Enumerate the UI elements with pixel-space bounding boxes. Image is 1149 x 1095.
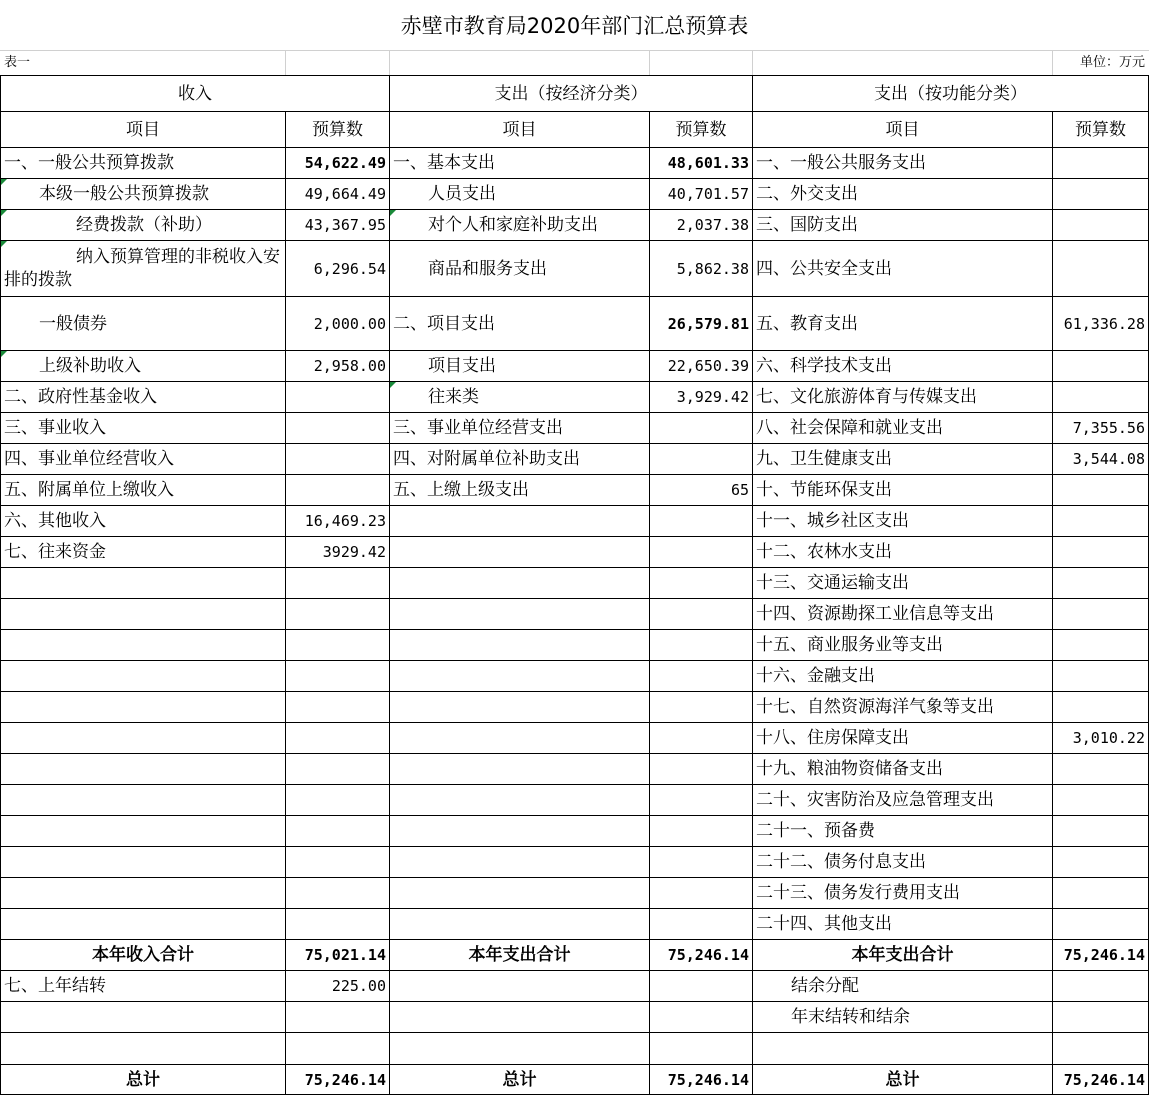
grand-total-row — [1, 1065, 1149, 1095]
income-amount — [286, 847, 390, 878]
func-item: 二十三、债务发行费用支出 — [753, 878, 1053, 909]
econ-item — [390, 506, 650, 537]
income-amount — [286, 785, 390, 816]
econ-item — [390, 692, 650, 723]
econ-item — [390, 816, 650, 847]
income-amount — [286, 878, 390, 909]
col-item: 项目 — [390, 112, 650, 148]
income-item: 五、附属单位上缴收入 — [1, 475, 286, 506]
income-amount — [286, 413, 390, 444]
func-item: 三、国防支出 — [753, 210, 1053, 241]
func-item: 十、节能环保支出 — [753, 475, 1053, 506]
econ-amount — [650, 816, 753, 847]
func-amount — [1053, 630, 1149, 661]
func-item: 二、外交支出 — [753, 179, 1053, 210]
income-amount — [286, 723, 390, 754]
income-amount: 2,000.00 — [286, 297, 390, 351]
econ-item — [390, 568, 650, 599]
income-item: 四、事业单位经营收入 — [1, 444, 286, 475]
grand-total-func: 75,246.14 — [1053, 1065, 1149, 1095]
income-item — [1, 599, 286, 630]
econ-amount — [650, 692, 753, 723]
table-row — [1, 568, 1149, 599]
func-item: 十六、金融支出 — [753, 661, 1053, 692]
meta-separator — [389, 50, 390, 75]
empty-cell — [286, 1033, 390, 1065]
carry-value: 225.00 — [286, 971, 390, 1002]
econ-amount — [650, 878, 753, 909]
func-amount — [1053, 692, 1149, 723]
econ-item: 项目支出 — [390, 351, 650, 382]
empty-cell — [286, 1002, 390, 1033]
col-item: 项目 — [753, 112, 1053, 148]
econ-item — [390, 599, 650, 630]
func-item: 十四、资源勘探工业信息等支出 — [753, 599, 1053, 630]
empty-cell — [650, 1002, 753, 1033]
empty-cell — [1, 1033, 286, 1065]
func-amount — [1053, 506, 1149, 537]
unit-label: 单位：万元 — [1079, 55, 1145, 70]
econ-amount: 2,037.38 — [650, 210, 753, 241]
empty-cell — [390, 1002, 650, 1033]
func-amount — [1053, 661, 1149, 692]
empty-cell — [1053, 1002, 1149, 1033]
income-amount: 54,622.49 — [286, 148, 390, 179]
income-item — [1, 630, 286, 661]
econ-amount — [650, 754, 753, 785]
econ-amount — [650, 537, 753, 568]
table-row — [1, 599, 1149, 630]
func-amount — [1053, 241, 1149, 297]
income-item — [1, 661, 286, 692]
func-item: 二十二、债务付息支出 — [753, 847, 1053, 878]
table-row — [1, 816, 1149, 847]
income-item — [1, 847, 286, 878]
table-row — [1, 661, 1149, 692]
income-amount: 16,469.23 — [286, 506, 390, 537]
func-amount — [1053, 148, 1149, 179]
blank-row — [1, 1033, 1149, 1065]
table-row — [1, 847, 1149, 878]
income-item — [1, 692, 286, 723]
func-amount — [1053, 785, 1149, 816]
func-amount — [1053, 537, 1149, 568]
econ-item — [390, 754, 650, 785]
table-row — [1, 630, 1149, 661]
income-item: 上级补助收入 — [1, 351, 286, 382]
econ-amount — [650, 568, 753, 599]
carry-label: 七、上年结转 — [1, 971, 286, 1002]
income-item — [1, 878, 286, 909]
income-item: 经费拨款（补助） — [1, 210, 286, 241]
group-header-row — [1, 76, 1149, 112]
col-amount: 预算数 — [286, 112, 390, 148]
econ-item: 二、项目支出 — [390, 297, 650, 351]
func-total-label: 本年支出合计 — [753, 940, 1053, 971]
empty-cell — [1053, 971, 1149, 1002]
func-amount — [1053, 179, 1149, 210]
income-item: 七、往来资金 — [1, 537, 286, 568]
income-amount — [286, 630, 390, 661]
func-item: 七、文化旅游体育与传媒支出 — [753, 382, 1053, 413]
func-amount — [1053, 909, 1149, 940]
econ-amount: 22,650.39 — [650, 351, 753, 382]
table-row — [1, 692, 1149, 723]
table-row — [1, 723, 1149, 754]
table-row — [1, 537, 1149, 568]
income-amount: 49,664.49 — [286, 179, 390, 210]
income-amount — [286, 475, 390, 506]
func-item: 九、卫生健康支出 — [753, 444, 1053, 475]
econ-item: 四、对附属单位补助支出 — [390, 444, 650, 475]
econ-amount — [650, 909, 753, 940]
surplus-allocation-label: 结余分配 — [753, 971, 1053, 1002]
func-item: 六、科学技术支出 — [753, 351, 1053, 382]
econ-amount — [650, 661, 753, 692]
budget-table — [0, 75, 1149, 1095]
func-item: 十三、交通运输支出 — [753, 568, 1053, 599]
econ-item: 五、上缴上级支出 — [390, 475, 650, 506]
func-amount: 7,355.56 — [1053, 413, 1149, 444]
econ-item — [390, 847, 650, 878]
econ-item: 对个人和家庭补助支出 — [390, 210, 650, 241]
econ-amount: 3,929.42 — [650, 382, 753, 413]
func-item: 十一、城乡社区支出 — [753, 506, 1053, 537]
table-row — [1, 754, 1149, 785]
carry-row-2 — [1, 1002, 1149, 1033]
func-amount — [1053, 878, 1149, 909]
econ-amount: 40,701.57 — [650, 179, 753, 210]
func-amount — [1053, 599, 1149, 630]
grand-total-econ: 75,246.14 — [650, 1065, 753, 1095]
func-amount — [1053, 816, 1149, 847]
func-item: 二十、灾害防治及应急管理支出 — [753, 785, 1053, 816]
table-row — [1, 210, 1149, 241]
func-item: 十七、自然资源海洋气象等支出 — [753, 692, 1053, 723]
econ-item — [390, 878, 650, 909]
func-amount: 61,336.28 — [1053, 297, 1149, 351]
table-label: 表一 — [4, 55, 31, 70]
econ-amount — [650, 444, 753, 475]
func-amount: 3,010.22 — [1053, 723, 1149, 754]
col-amount: 预算数 — [1053, 112, 1149, 148]
grand-total-label: 总计 — [390, 1065, 650, 1095]
empty-cell — [650, 1033, 753, 1065]
empty-cell — [1053, 1033, 1149, 1065]
meta-rule — [0, 50, 1149, 75]
table-row — [1, 382, 1149, 413]
group-econ: 支出（按经济分类） — [390, 76, 753, 112]
econ-amount — [650, 506, 753, 537]
econ-item — [390, 909, 650, 940]
econ-item — [390, 723, 650, 754]
income-amount: 3929.42 — [286, 537, 390, 568]
income-amount — [286, 754, 390, 785]
table-row — [1, 909, 1149, 940]
table-row — [1, 878, 1149, 909]
income-item — [1, 568, 286, 599]
econ-amount: 5,862.38 — [650, 241, 753, 297]
econ-item — [390, 537, 650, 568]
income-amount — [286, 568, 390, 599]
table-row — [1, 475, 1149, 506]
income-amount — [286, 692, 390, 723]
income-amount — [286, 816, 390, 847]
econ-item — [390, 630, 650, 661]
income-item: 六、其他收入 — [1, 506, 286, 537]
income-item: 三、事业收入 — [1, 413, 286, 444]
income-item — [1, 754, 286, 785]
year-end-balance-label: 年末结转和结余 — [753, 1002, 1053, 1033]
func-amount — [1053, 568, 1149, 599]
income-total-label: 本年收入合计 — [1, 940, 286, 971]
group-income: 收入 — [1, 76, 390, 112]
econ-amount: 26,579.81 — [650, 297, 753, 351]
table-row — [1, 179, 1149, 210]
income-item: 一般债券 — [1, 297, 286, 351]
empty-cell — [753, 1033, 1053, 1065]
carry-row — [1, 971, 1149, 1002]
income-amount: 2,958.00 — [286, 351, 390, 382]
econ-item: 一、基本支出 — [390, 148, 650, 179]
income-item — [1, 909, 286, 940]
empty-cell — [390, 1033, 650, 1065]
meta-separator — [285, 50, 286, 75]
table-row — [1, 444, 1149, 475]
year-total-row — [1, 940, 1149, 971]
income-amount — [286, 909, 390, 940]
income-item — [1, 785, 286, 816]
income-amount — [286, 444, 390, 475]
meta-separator — [752, 50, 753, 75]
func-item: 十二、农林水支出 — [753, 537, 1053, 568]
econ-amount: 48,601.33 — [650, 148, 753, 179]
econ-item — [390, 661, 650, 692]
econ-item: 三、事业单位经营支出 — [390, 413, 650, 444]
func-item: 四、公共安全支出 — [753, 241, 1053, 297]
func-amount — [1053, 351, 1149, 382]
empty-cell — [650, 971, 753, 1002]
econ-amount — [650, 785, 753, 816]
func-total-value: 75,246.14 — [1053, 940, 1149, 971]
table-row — [1, 241, 1149, 297]
table-row — [1, 785, 1149, 816]
econ-amount — [650, 413, 753, 444]
col-item: 项目 — [1, 112, 286, 148]
func-item: 十九、粮油物资储备支出 — [753, 754, 1053, 785]
income-item — [1, 816, 286, 847]
table-row — [1, 148, 1149, 179]
grand-total-label: 总计 — [753, 1065, 1053, 1095]
income-item — [1, 723, 286, 754]
income-amount: 43,367.95 — [286, 210, 390, 241]
income-amount — [286, 382, 390, 413]
func-amount — [1053, 475, 1149, 506]
func-item: 五、教育支出 — [753, 297, 1053, 351]
econ-total-label: 本年支出合计 — [390, 940, 650, 971]
table-row — [1, 351, 1149, 382]
meta-separator — [1052, 50, 1053, 75]
table-row — [1, 297, 1149, 351]
table-row — [1, 413, 1149, 444]
col-amount: 预算数 — [650, 112, 753, 148]
econ-amount — [650, 847, 753, 878]
table-row — [1, 506, 1149, 537]
econ-total-value: 75,246.14 — [650, 940, 753, 971]
func-amount — [1053, 382, 1149, 413]
meta-separator — [649, 50, 650, 75]
econ-amount — [650, 723, 753, 754]
page-title: 赤壁市教育局2020年部门汇总预算表 — [400, 14, 749, 38]
income-total-value: 75,021.14 — [286, 940, 390, 971]
income-item: 二、政府性基金收入 — [1, 382, 286, 413]
econ-amount: 65 — [650, 475, 753, 506]
func-amount — [1053, 754, 1149, 785]
func-item: 二十一、预备费 — [753, 816, 1053, 847]
func-item: 八、社会保障和就业支出 — [753, 413, 1053, 444]
income-item: 本级一般公共预算拨款 — [1, 179, 286, 210]
income-item: 纳入预算管理的非税收入安排的拨款 — [1, 241, 286, 297]
econ-item: 人员支出 — [390, 179, 650, 210]
func-item: 十五、商业服务业等支出 — [753, 630, 1053, 661]
income-amount: 6,296.54 — [286, 241, 390, 297]
func-item: 二十四、其他支出 — [753, 909, 1053, 940]
grand-total-income: 75,246.14 — [286, 1065, 390, 1095]
income-item: 一、一般公共预算拨款 — [1, 148, 286, 179]
func-amount — [1053, 847, 1149, 878]
income-amount — [286, 599, 390, 630]
column-header-row — [1, 112, 1149, 148]
func-amount: 3,544.08 — [1053, 444, 1149, 475]
econ-amount — [650, 599, 753, 630]
grand-total-label: 总计 — [1, 1065, 286, 1095]
econ-item: 往来类 — [390, 382, 650, 413]
empty-cell — [1, 1002, 286, 1033]
income-amount — [286, 661, 390, 692]
func-item: 一、一般公共服务支出 — [753, 148, 1053, 179]
econ-amount — [650, 630, 753, 661]
func-item: 十八、住房保障支出 — [753, 723, 1053, 754]
empty-cell — [390, 971, 650, 1002]
econ-item: 商品和服务支出 — [390, 241, 650, 297]
group-func: 支出（按功能分类） — [753, 76, 1149, 112]
econ-item — [390, 785, 650, 816]
func-amount — [1053, 210, 1149, 241]
